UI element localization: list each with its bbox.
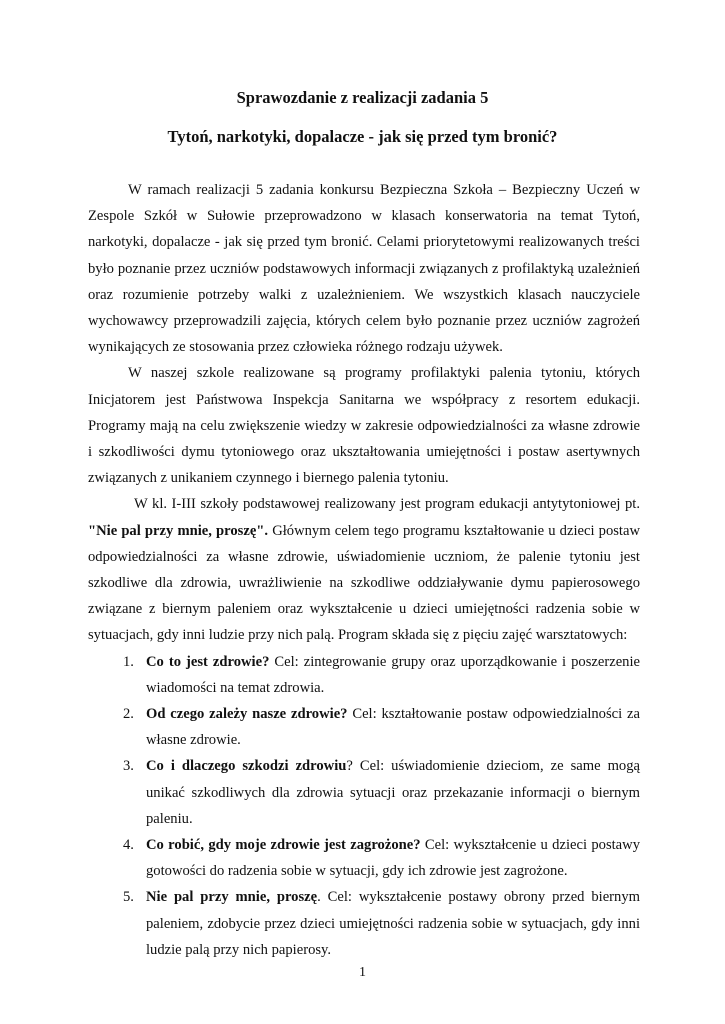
list-item-title: Co robić, gdy moje zdrowie jest zagrożone? [146, 837, 421, 854]
program-name: "Nie pal przy mnie, proszę". [88, 522, 269, 539]
paragraph-1: W ramach realizacji 5 zadania konkursu Bezpieczna Szkoła – Bezpieczny Uczeń w Zespole Szkół w Sułowie przeprowadzono w klasach konserwatoria na temat Tytoń, narkotyki, dopalacze - jak się przed tym bronić. Celami priorytetowymi realizowanych treści było poznanie przez uczniów podstawowych informacji związanych z profilaktyką uzależnień oraz rozumienie potrzeby walki z uzależnieniem. We wszystkich klasach nauczyciele wychowawcy przeprowadzili zajęcia, których celem było poznanie przez uczniów zagrożeń wynikających ze stosowania przez człowieka różnego rodzaju używek. [88, 182, 640, 356]
list-item-title: Co to jest zdrowie? [146, 653, 270, 670]
document-body [88, 177, 640, 963]
list-item-text: Cel: kształtowanie postaw odpowiedzialności za własne zdrowie. [146, 706, 640, 749]
list-item-text: Cel: zintegrowanie grupy oraz uporządkowanie i poszerzenie wiadomości na temat zdrowia. [146, 653, 640, 696]
list-item-number: 3. [123, 758, 134, 775]
list-item-title: Nie pal przy mnie, proszę [146, 889, 318, 906]
document-subtitle: Tytoń, narkotyki, dopalacze - jak się przed tym bronić? [167, 127, 558, 146]
paragraph-3-rest: Głównym celem tego programu kształtowanie u dzieci postaw odpowiedzialności za własne zdrowie, uświadomienie uczniom, że palenie tytoniu jest szkodliwe dla zdrowia, uwrażliwienie na szkodliwe oddziaływanie dymu papierosowego związane z biernym paleniem oraz wykształcenie u dzieci umiejętności radzenia sobie w sytuacjach, gdy inni ludzie przy nich palą. Program składa się z pięciu zajęć warsztatowych: [88, 522, 640, 644]
list-item-number: 1. [123, 653, 134, 670]
list-item-number: 5. [123, 889, 134, 906]
list-item-title: Od czego zależy nasze zdrowie? [146, 706, 348, 723]
list-item-text: ? Cel: uświadomienie dzieciom, ze same mogą unikać szkodliwych dla zdrowia sytuacji oraz przekazanie informacji o biernym paleniu. [146, 758, 640, 827]
paragraph-3-intro: W kl. I-III szkoły podstawowej realizowany jest program edukacji antytytoniowej pt. [134, 496, 640, 513]
list-item-text: Cel: wykształcenie u dzieci postawy gotowości do radzenia sobie w sytuacji, gdy ich zdrowie jest zagrożone. [146, 837, 640, 880]
list-item-number: 4. [123, 837, 134, 854]
list-item [88, 884, 640, 963]
document-title: Sprawozdanie z realizacji zadania 5 [236, 88, 489, 107]
list-item-text: . Cel: wykształcenie postawy obrony przed biernym paleniem, zdobycie przez dzieci umiejętności radzenia sobie w sytuacjach, gdy inni ludzie palą przy nich papierosy. [146, 889, 640, 958]
list-item [88, 753, 640, 832]
paragraph-3 [88, 491, 640, 648]
paragraph-2: W naszej szkole realizowane są programy profilaktyki palenia tytoniu, których Inicjatorem jest Państwowa Inspekcja Sanitarna we współpracy z resortem edukacji. Programy mają na celu zwiększenie wiedzy w zakresie odpowiedzialności za własne zdrowie i szkodliwości dymu tytoniowego oraz ukształtowania umiejętności i postaw asertywnych związanych z unikaniem czynnego i biernego palenia tytoniu. [88, 365, 640, 487]
list-item-number: 2. [123, 706, 134, 723]
list-item [88, 701, 640, 753]
list-item [88, 649, 640, 701]
list-item [88, 832, 640, 884]
list-item-title: Co i dlaczego szkodzi zdrowiu [146, 758, 347, 775]
page-number: 1 [359, 965, 366, 980]
workshop-list [88, 649, 640, 963]
